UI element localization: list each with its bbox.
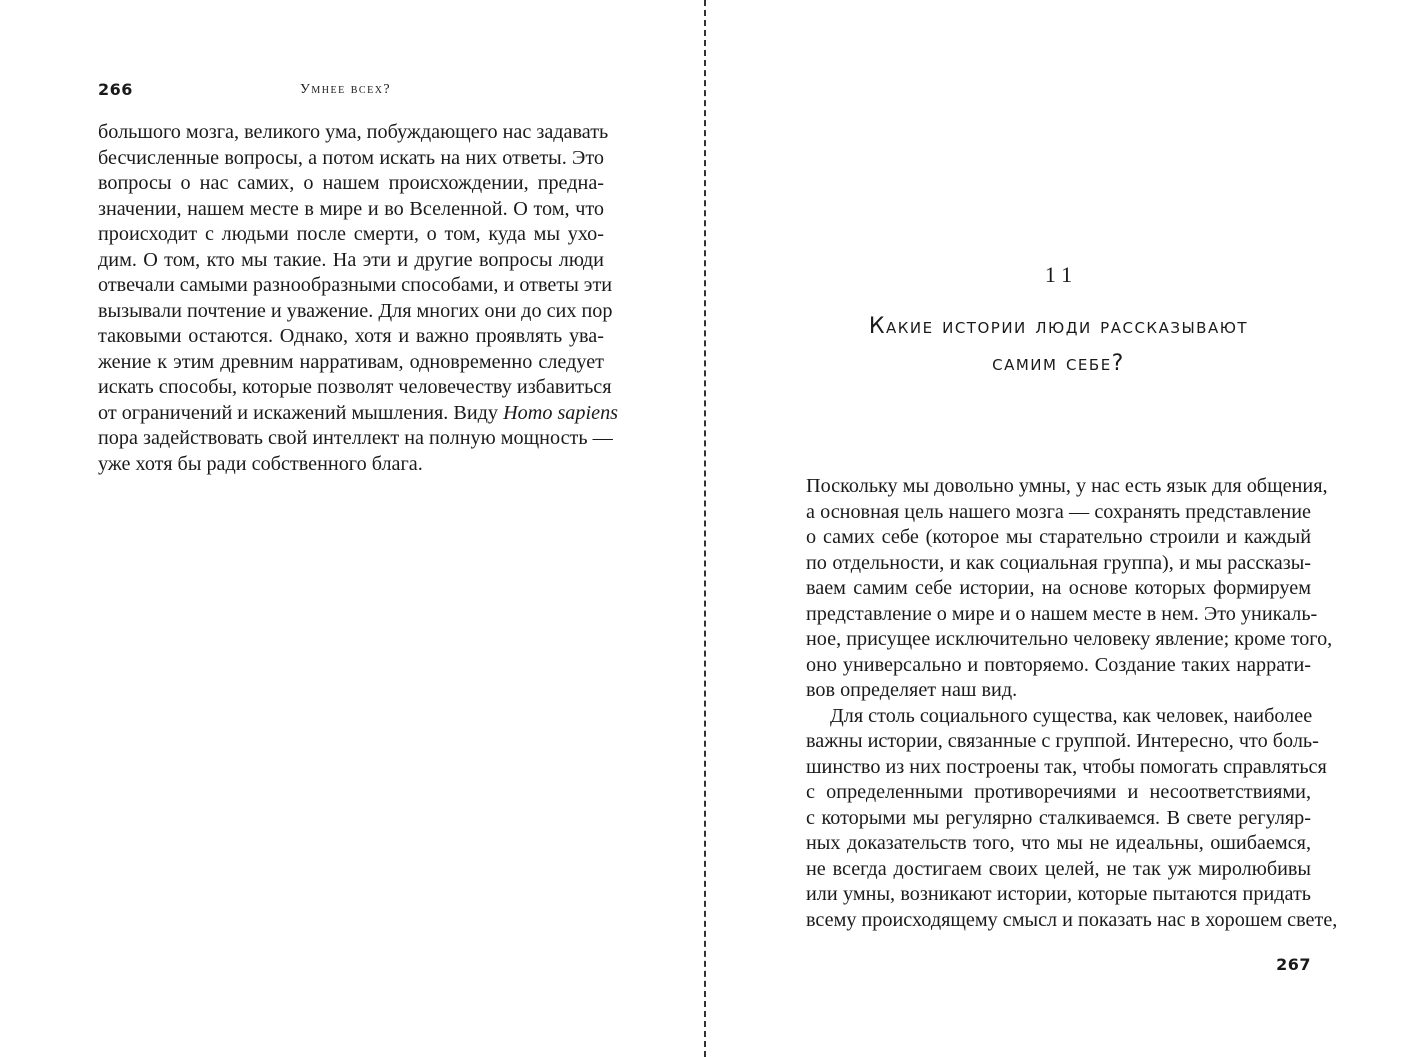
text-line: всему происходящему смысл и показать нас в хорошем свете, bbox=[806, 908, 1338, 931]
right-page-body bbox=[806, 474, 1338, 933]
text-line: с которыми мы регулярно сталкиваемся. В свете регуляр- bbox=[806, 806, 1311, 829]
page-divider bbox=[704, 0, 706, 1057]
text-line: значении, нашем месте в мире и во Вселенной. О том, что bbox=[98, 197, 604, 220]
text-fragment: от ограничений и искажений мышления. Виду bbox=[98, 401, 499, 424]
text-line: таковыми остаются. Однако, хотя и важно проявлять ува- bbox=[98, 325, 604, 347]
text-line: представление о мире и о нашем месте в нем. Это уникаль- bbox=[806, 602, 1318, 625]
text-line: не всегда достигаем своих целей, не так уж миролюбивы bbox=[806, 857, 1311, 880]
right-page bbox=[707, 0, 1410, 1057]
italic-term: Homo sapiens bbox=[503, 401, 619, 424]
chapter-title-line: Какие истории люди рассказывают bbox=[868, 314, 1249, 339]
text-line: с определенными противоречиями и несоответствиями, bbox=[806, 781, 1311, 803]
text-line: шинство из них построены так, чтобы помогать справляться bbox=[806, 755, 1327, 778]
page-number-right: 267 bbox=[1276, 955, 1311, 974]
chapter-title bbox=[807, 308, 1310, 382]
left-page bbox=[0, 0, 704, 1057]
text-line: о самих себе (которое мы старательно строили и каждый bbox=[806, 526, 1311, 548]
text-line: жение к этим древним нарративам, одновременно следует bbox=[98, 350, 604, 373]
text-line: ное, присущее исключительно человеку явление; кроме того, bbox=[806, 628, 1333, 650]
text-line: по отдельности, и как социальная группа), и мы рассказы- bbox=[806, 551, 1311, 574]
text-line: Поскольку мы довольно умны, у нас есть язык для общения, bbox=[806, 475, 1328, 497]
text-line: или умны, возникают истории, которые пытаются придать bbox=[806, 883, 1311, 905]
text-line: пора задействовать свой интеллект на полную мощность — bbox=[98, 427, 613, 449]
text-line: а основная цель нашего мозга — сохранять представление bbox=[806, 500, 1311, 523]
text-line: отвечали самыми разнообразными способами, и ответы эти bbox=[98, 274, 613, 296]
text-line: уже хотя бы ради собственного блага. bbox=[98, 452, 423, 475]
text-line: дим. О том, кто мы такие. На эти и другие вопросы люди bbox=[98, 248, 604, 271]
text-line: вызывали почтение и уважение. Для многих они до сих пор bbox=[98, 299, 613, 322]
text-line: искать способы, которые позволят человечеству избавиться bbox=[98, 376, 612, 398]
text-line: бесчисленные вопросы, а потом искать на них ответы. Это bbox=[98, 146, 604, 169]
text-line-with-italic bbox=[98, 401, 619, 427]
running-head bbox=[98, 80, 604, 102]
text-line: ных доказательств того, что мы не идеальны, ошибаемся, bbox=[806, 832, 1311, 854]
text-line: Для столь социального существа, как человек, наиболее bbox=[830, 704, 1313, 727]
text-line: большого мозга, великого ума, побуждающего нас задавать bbox=[98, 121, 609, 143]
page-number-left: 266 bbox=[98, 80, 133, 99]
text-line: ваем самим себе истории, на основе которых формируем bbox=[806, 577, 1311, 599]
text-line: происходит с людьми после смерти, о том, куда мы ухо- bbox=[98, 223, 604, 245]
left-page-body bbox=[98, 120, 619, 477]
running-title: Умнее всех? bbox=[300, 82, 392, 97]
chapter-number: 11 bbox=[1044, 262, 1079, 287]
text-line: вопросы о нас самих, о нашем происхождении, предна- bbox=[98, 172, 604, 194]
text-line: оно универсально и повторяемо. Создание таких наррати- bbox=[806, 653, 1311, 676]
text-line: вов определяет наш вид. bbox=[806, 679, 1018, 701]
chapter-title-line: самим себе? bbox=[992, 351, 1125, 376]
text-line: важны истории, связанные с группой. Интересно, что боль- bbox=[806, 730, 1319, 752]
